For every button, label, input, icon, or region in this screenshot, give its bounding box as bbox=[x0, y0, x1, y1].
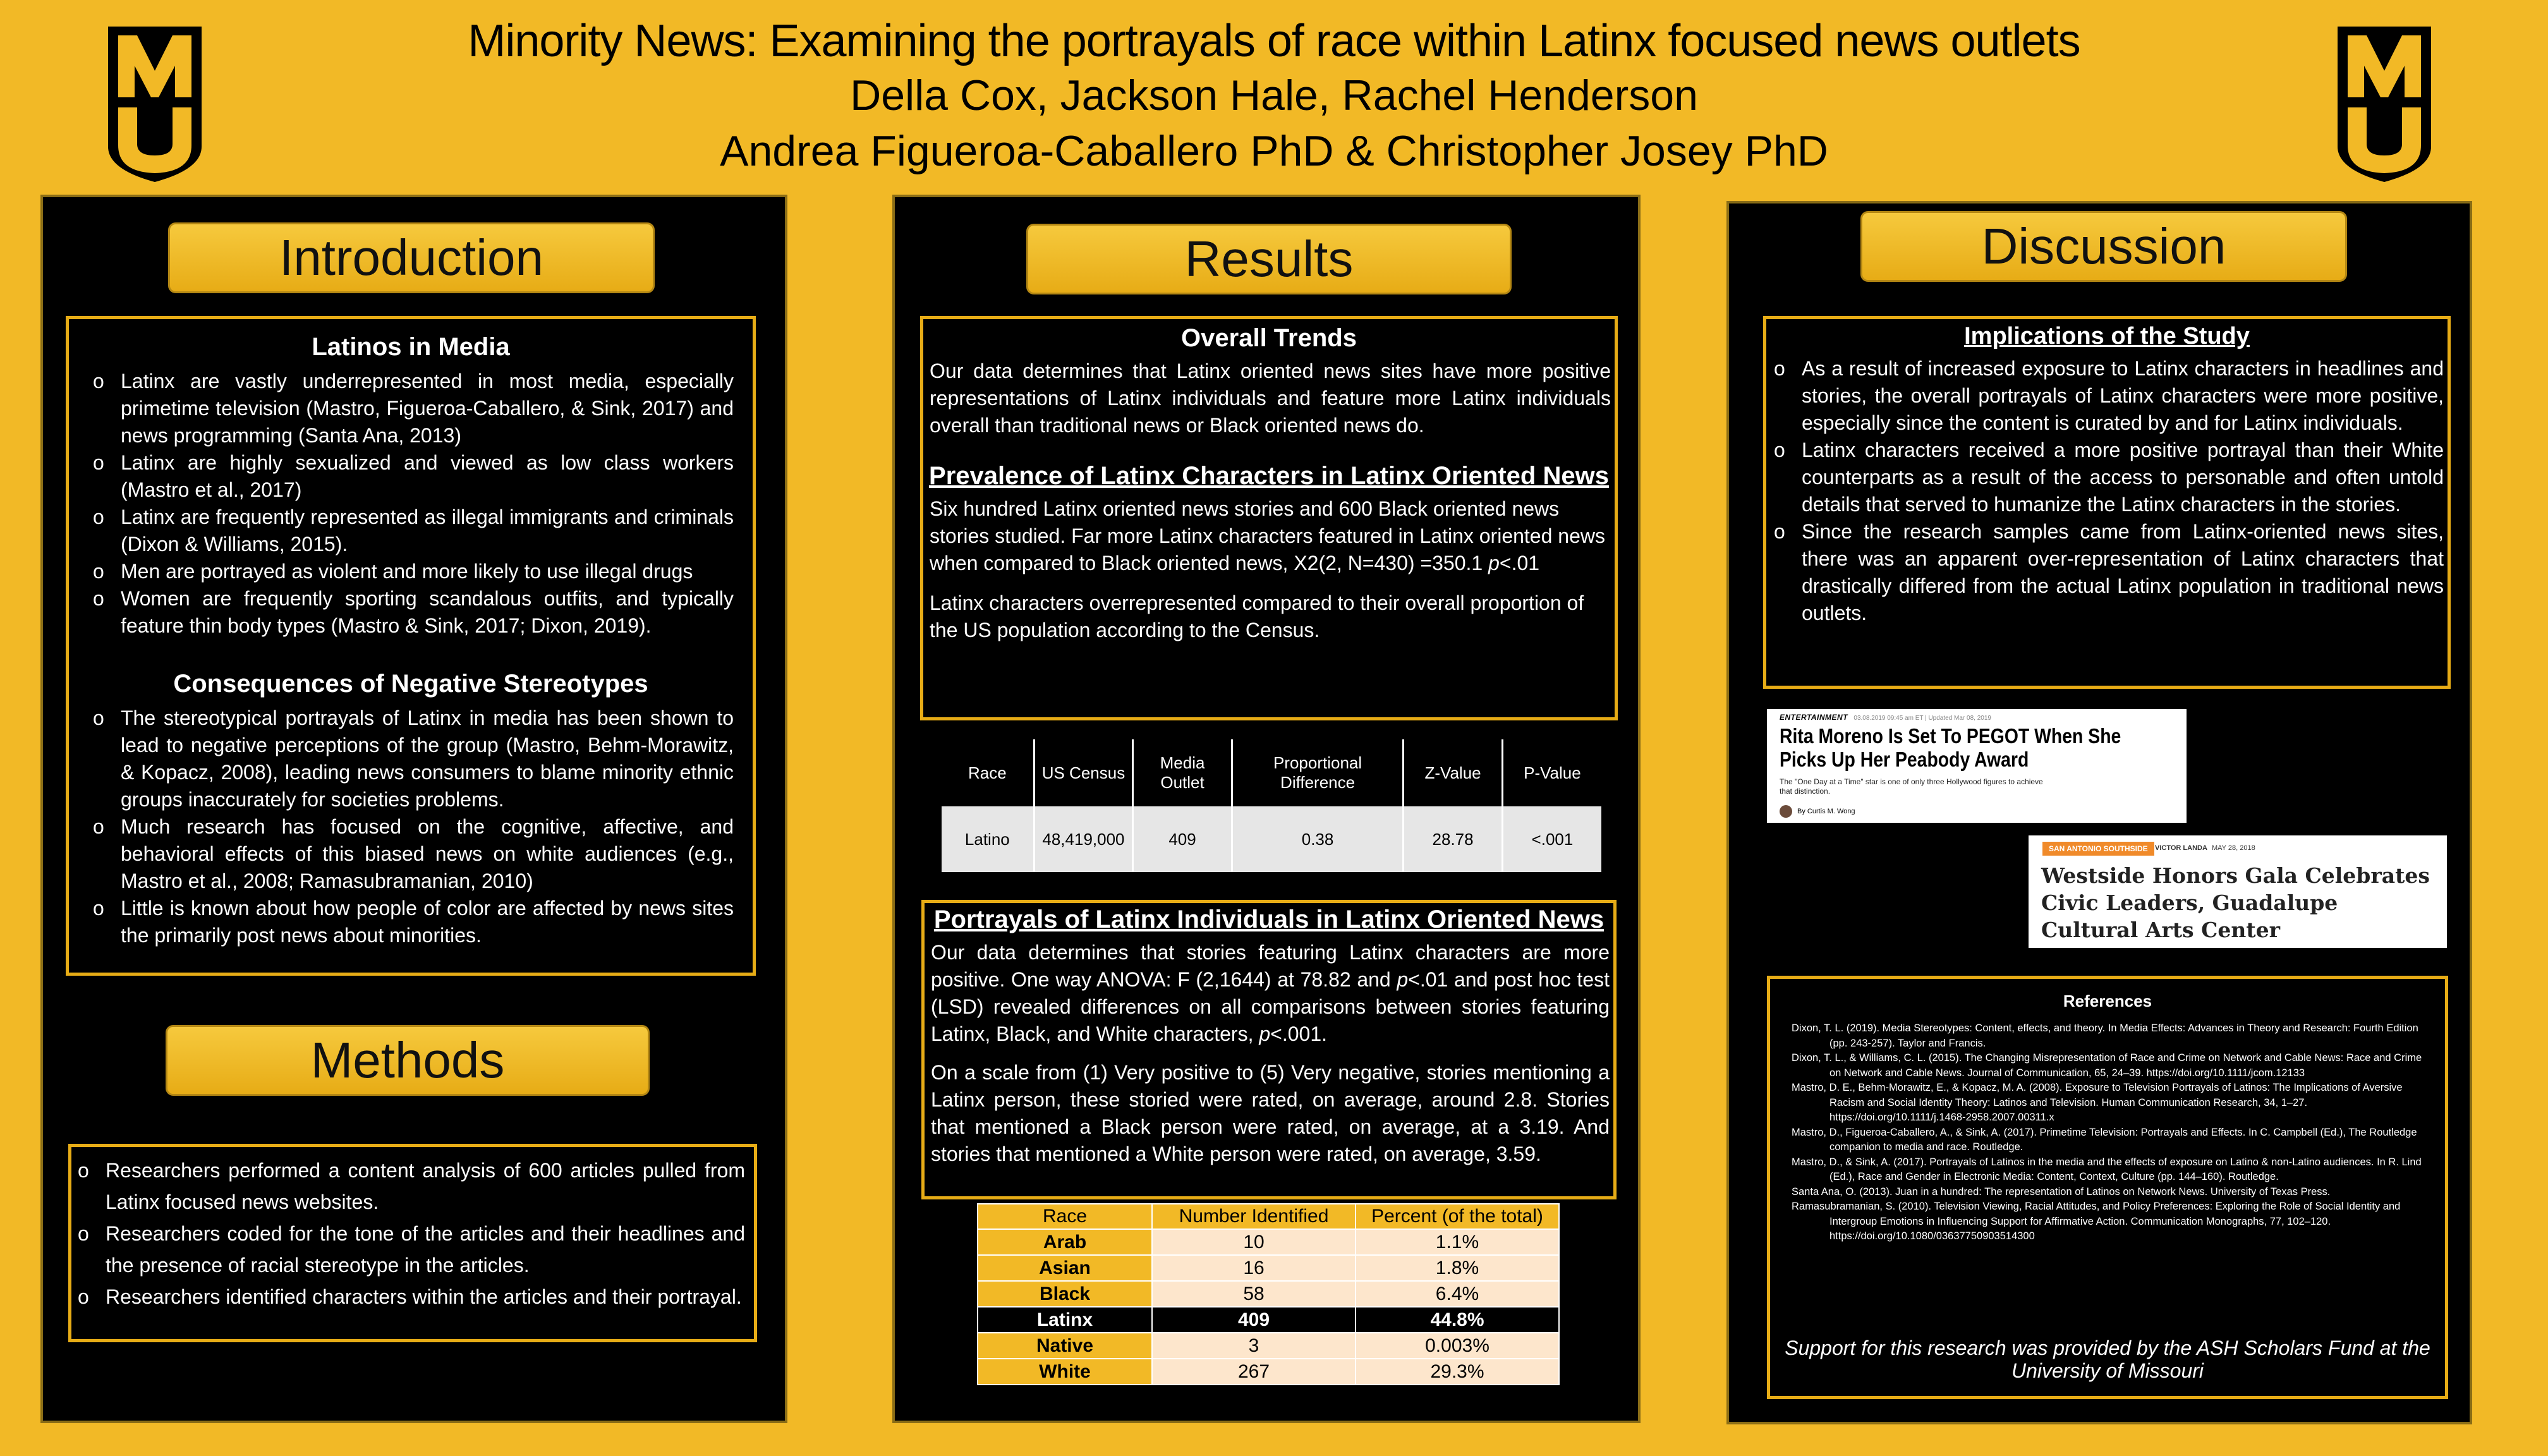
news-headline: Westside Honors Gala Celebrates Civic Leaders, Guadalupe Cultural Arts Center bbox=[2041, 863, 2430, 942]
list-item: o Men are portrayed as violent and more likely to use illegal drugs bbox=[93, 558, 734, 585]
discussion-heading: Discussion bbox=[1860, 211, 2347, 282]
methods-box bbox=[68, 1144, 757, 1342]
references-title: References bbox=[2063, 992, 2152, 1010]
news-section-badge: SAN ANTONIO SOUTHSIDE bbox=[2042, 842, 2154, 856]
prevalence-text-2: Latinx characters overrepresented compared to their overall proportion of the US population according to the Census. bbox=[930, 592, 1584, 641]
implications-box bbox=[1763, 316, 2451, 689]
table-row: Native 3 0.003% bbox=[978, 1333, 1559, 1359]
author-avatar bbox=[1780, 805, 1792, 818]
list-item: o As a result of increased exposure to Latinx characters in headlines and stories, the overall portrayals of Latinx characters were more positive, especially since the content is curated by and for Latinx individuals. bbox=[1774, 355, 2444, 437]
portrayals-box bbox=[921, 900, 1617, 1199]
list-item: o Little is known about how people of color are affected by news sites the primarily post news about minorities. bbox=[93, 895, 734, 949]
latinos-in-media-box bbox=[66, 316, 756, 976]
list-item: o Latinx are frequently represented as illegal immigrants and criminals (Dixon & Williams, 2015). bbox=[93, 504, 734, 558]
race-table bbox=[977, 1203, 1560, 1385]
reference-item: Santa Ana, O. (2013). Juan in a hundred: The representation of Latinos on Network News. University of Texas Press. bbox=[1792, 1186, 2331, 1198]
list-item: o Latinx characters received a more positive portrayal than their White counterparts as a result of the access to personable and often untold details that served to humanize the Latinx characters in the stories. bbox=[1774, 437, 2444, 518]
portrayals-title: Portrayals of Latinx Individuals in Latinx Oriented News bbox=[933, 906, 1605, 933]
list-item: o Since the research samples came from Latinx-oriented news sites, there was an apparent over-representation of Latinx characters that drastically differed from the actual Latinx population in traditional news outlets. bbox=[1774, 518, 2444, 627]
reference-item: Mastro, D., Figueroa-Caballero, A., & Sink, A. (2017). Primetime Television: Portrayals and Effects. In C. Campbell (Ed.), The Routledge companion to media and race. Routledge. bbox=[1792, 1126, 2417, 1153]
census-table bbox=[942, 739, 1601, 872]
news-date: MAY 28, 2018 bbox=[2212, 844, 2255, 852]
reference-item: Mastro, D. E., Behm-Morawitz, E., & Kopacz, M. A. (2008). Exposure to Television Portrayals of Latinos: The Implications of Aversive Racism and Social Identity Theory: Latinos and Television. Human Communication Research, 34, 1–27. https://doi.org/10.1111/j.1468-2958.2007.00311.x bbox=[1792, 1082, 2403, 1123]
reference-item: Dixon, T. L., & Williams, C. L. (2015). The Changing Misrepresentation of Race and Crime on Network and Cable News: Race and Crime on Network and Cable News. Journal of Communication, 65, 24–39. https://doi.org/10.1111/jcom.12133 bbox=[1792, 1052, 2422, 1079]
latinos-list bbox=[69, 361, 753, 640]
news-section: ENTERTAINMENT bbox=[1780, 713, 1848, 722]
list-item: o Latinx are vastly underrepresented in most media, especially primetime television (Mastro, Figueroa-Caballero, & Sink, 2017) and news programming (Santa Ana, 2013) bbox=[93, 368, 734, 449]
references-box bbox=[1767, 976, 2448, 1399]
poster-title: Minority News: Examining the portrayals of race within Latinx focused news outlets bbox=[468, 16, 2080, 66]
table-row: White 267 29.3% bbox=[978, 1359, 1559, 1385]
table-header-row: Race US Census Media Outlet Proportional Difference Z-Value P-Value bbox=[942, 739, 1601, 806]
news-clipping-westside-gala bbox=[2029, 835, 2447, 948]
methods-heading: Methods bbox=[166, 1025, 650, 1096]
table-header-row: Race Number Identified Percent (of the total) bbox=[978, 1204, 1559, 1229]
news-byline: By Curtis M. Wong bbox=[1797, 808, 1855, 815]
list-item: o Much research has focused on the cognitive, affective, and behavioral effects of this biased news on white audiences (e.g., Mastro et al., 2008; Ramasubramanian, 2010) bbox=[93, 813, 734, 895]
methods-list bbox=[71, 1147, 754, 1313]
poster-authors: Della Cox, Jackson Hale, Rachel Henderson bbox=[850, 71, 1698, 119]
news-author: VICTOR LANDA bbox=[2155, 844, 2207, 852]
prevalence-title: Prevalence of Latinx Characters in Latinx Oriented News bbox=[929, 462, 1609, 490]
table-row: Latino 48,419,000 409 0.38 28.78 <.001 bbox=[942, 806, 1601, 872]
results-box bbox=[920, 316, 1618, 720]
news-subtitle: The "One Day at a Time" star is one of only three Hollywood figures to achieve that distinction. bbox=[1780, 777, 2043, 796]
news-clipping-rita-moreno bbox=[1767, 709, 2187, 823]
poster-header bbox=[0, 0, 2548, 190]
latinos-in-media-title: Latinos in Media bbox=[312, 333, 510, 361]
list-item: o Researchers coded for the tone of the articles and their headlines and the presence of racial stereotype in the articles. bbox=[78, 1218, 745, 1281]
reference-item: Dixon, T. L. (2019). Media Stereotypes: Content, effects, and theory. In Media Effects: Advances in Theory and Research: Fourth Edition (pp. 243-257). Taylor and Francis. bbox=[1792, 1022, 2418, 1049]
introduction-heading: Introduction bbox=[168, 222, 655, 293]
list-item: o Women are frequently sporting scandalous outfits, and typically feature thin body types (Mastro & Sink, 2017; Dixon, 2019). bbox=[93, 585, 734, 640]
news-headline: Rita Moreno Is Set To PEGOT When She Picks Up Her Peabody Award bbox=[1780, 724, 2121, 771]
table-row: Arab 10 1.1% bbox=[978, 1229, 1559, 1255]
list-item: o Latinx are highly sexualized and viewed as low class workers (Mastro et al., 2017) bbox=[93, 449, 734, 504]
implications-title: Implications of the Study bbox=[1964, 323, 2250, 349]
funding-acknowledgement: Support for this research was provided by the ASH Scholars Fund at the University of Missouri bbox=[1785, 1337, 2430, 1382]
prevalence-text: Six hundred Latinx oriented news stories and 600 Black oriented news stories studied. Far more Latinx characters featured in Latinx oriented news when compared to Black oriented news, X2(2, N=430) =350.1 p<.01 bbox=[930, 497, 1605, 574]
overall-trends-title: Overall Trends bbox=[1181, 324, 1357, 352]
overall-trends-text: Our data determines that Latinx oriented news sites have more positive representations of Latinx individuals and feature more Latinx individuals overall than traditional news or Black oriented news do. bbox=[930, 360, 1611, 437]
list-item: o Researchers performed a content analysis of 600 articles pulled from Latinx focused news websites. bbox=[78, 1155, 745, 1218]
consequences-title: Consequences of Negative Stereotypes bbox=[173, 670, 648, 698]
reference-item: Mastro, D., & Sink, A. (2017). Portrayals of Latinos in the media and the effects of exposure on Latino & non-Latino audiences. In R. Lind (Ed.), Race and Gender in Electronic Media: Content, Context, Culture (pp. 144–160). Routledge. bbox=[1792, 1156, 2422, 1182]
implications-list bbox=[1766, 350, 2448, 627]
table-row-highlight: Latinx 409 44.8% bbox=[978, 1307, 1559, 1333]
reference-item: Ramasubramanian, S. (2010). Television Viewing, Racial Attitudes, and Policy Preferences: Exploring the Role of Social Identity and Intergroup Emotions in Influencing Support for Affirmative Action. Communication Monographs, 77, 102–120. https://doi.org/10.1080/03637750903514300 bbox=[1792, 1201, 2401, 1242]
table-row: Asian 16 1.8% bbox=[978, 1255, 1559, 1281]
references-list bbox=[1770, 1021, 2445, 1244]
table-row: Black 58 6.4% bbox=[978, 1281, 1559, 1307]
portrayals-text: Our data determines that stories featuring Latinx characters are more positive. One way ANOVA: F (2,1644) at 78.82 and p<.01 and post hoc test (LSD) revealed differences on all comparisons between stories featuring Latinx, Black, and White characters, p<.001. bbox=[931, 941, 1610, 1045]
news-meta: 03.08.2019 09:45 am ET | Updated Mar 08, 2019 bbox=[1853, 715, 1991, 722]
mizzou-logo-icon bbox=[2334, 27, 2435, 183]
list-item: o The stereotypical portrayals of Latinx in media has been shown to lead to negative perceptions of the group (Mastro, Behm-Morawitz, & Kopacz, 2008), leading news consumers to blame minority ethnic groups inaccurately for societies problems. bbox=[93, 705, 734, 813]
consequences-list bbox=[69, 698, 753, 949]
poster-advisors: Andrea Figueroa-Caballero PhD & Christopher Josey PhD bbox=[720, 127, 1828, 175]
list-item: o Researchers identified characters within the articles and their portrayal. bbox=[78, 1281, 745, 1313]
portrayals-text-2: On a scale from (1) Very positive to (5) Very negative, stories mentioning a Latinx person, these storied were rated, on average, around 2.8. Stories that mentioned a Black person were rated, on average, at a 3.19. And stories that mentioned a White person were rated, on average, 3.59. bbox=[931, 1061, 1610, 1165]
results-heading: Results bbox=[1026, 224, 1512, 294]
